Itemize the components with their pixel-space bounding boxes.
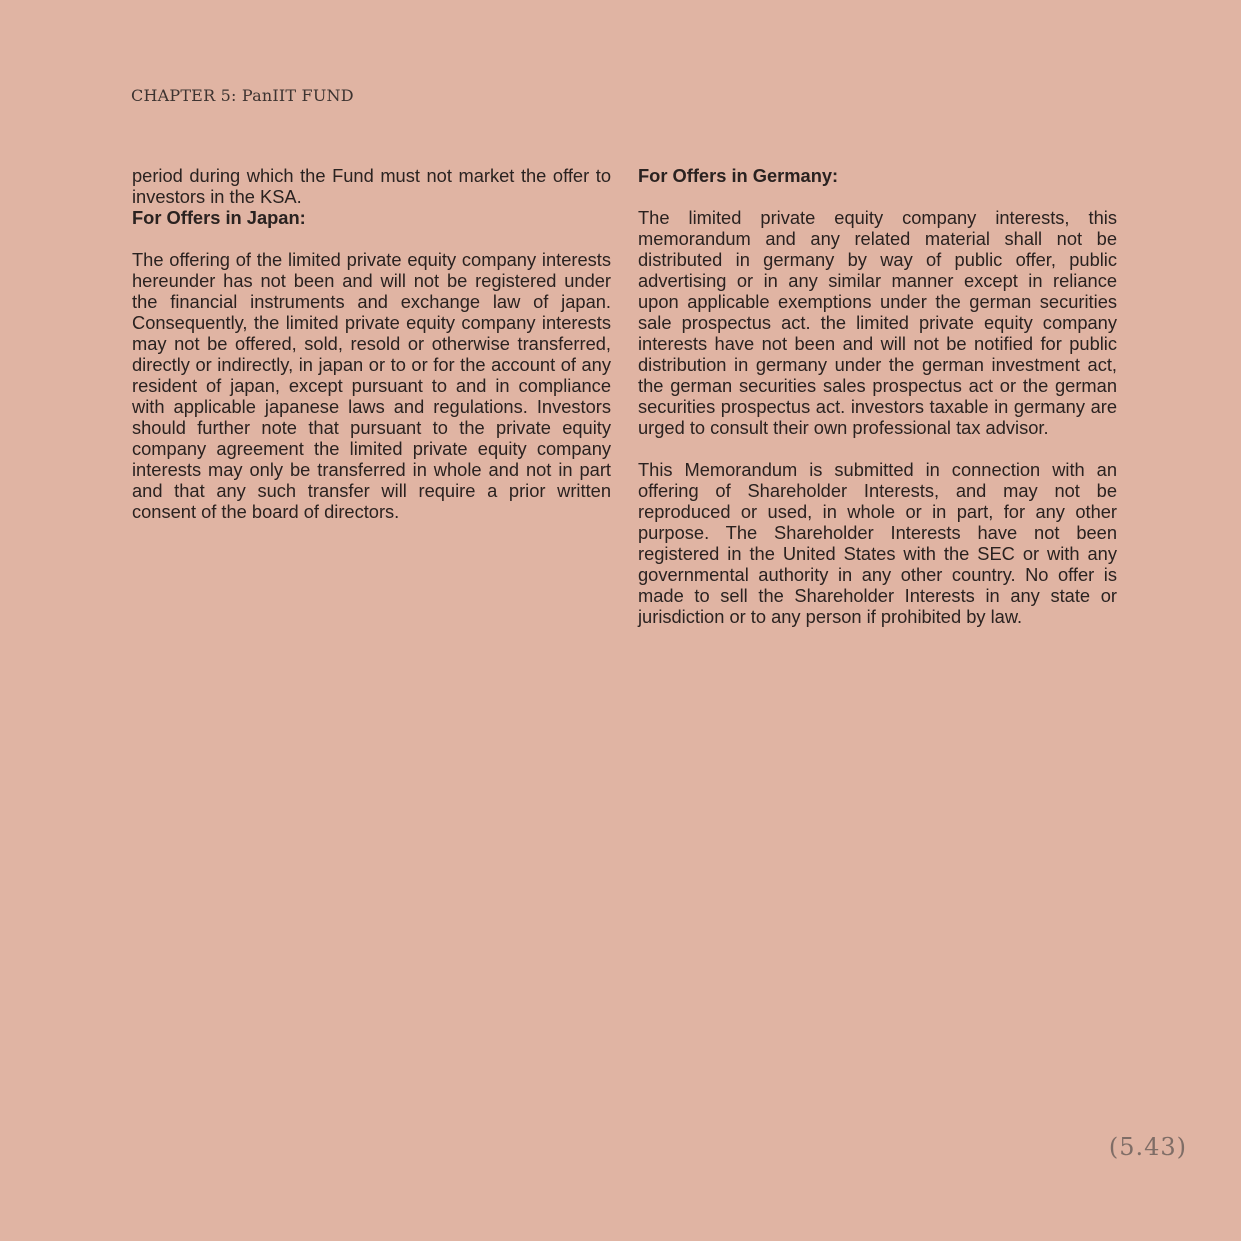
paragraph-spacer <box>638 186 1117 207</box>
japan-heading: For Offers in Japan: <box>132 207 306 228</box>
germany-paragraph: The limited private equity company interests, this memorandum and any related material shall not be distributed in germany by way of public offer, public advertising or in any similar manner except in reliance upon applicable exemptions under the german securities sale prospectus act. the limited private equity company interests have not been and will not be notified for public distribution in germany under the german investment act, the german securities sales prospectus act or the german securities prospectus act. investors taxable in germany are urged to consult their own professional tax advisor. <box>638 207 1117 438</box>
page-number: (5.43) <box>1108 1133 1187 1161</box>
paragraph-spacer <box>132 228 611 249</box>
right-text-column <box>638 165 1117 627</box>
memorandum-paragraph: This Memorandum is submitted in connection with an offering of Shareholder Interests, and may not be reproduced or used, in whole or in part, for any other purpose. The Shareholder Interests have not been registered in the United States with the SEC or with any governmental authority in any other country. No offer is made to sell the Shareholder Interests in any state or jurisdiction or to any person if prohibited by law. <box>638 459 1117 627</box>
germany-heading: For Offers in Germany: <box>638 165 839 186</box>
japan-paragraph: The offering of the limited private equity company interests hereunder has not been and will not be registered under the financial instruments and exchange law of japan. Consequently, the limited private equity company interests may not be offered, sold, resold or otherwise transferred, directly or indirectly, in japan or to or for the account of any resident of japan, except pursuant to and in compliance with applicable japanese laws and regulations. Investors should further note that pursuant to the private equity company agreement the limited private equity company interests may only be transferred in whole and not in part and that any such transfer will require a prior written consent of the board of directors. <box>132 249 611 522</box>
chapter-title: CHAPTER 5: PanIIT FUND <box>131 86 354 105</box>
paragraph-spacer <box>638 438 1117 459</box>
left-text-column <box>132 165 611 522</box>
intro-paragraph: period during which the Fund must not market the offer to investors in the KSA. <box>132 165 611 207</box>
